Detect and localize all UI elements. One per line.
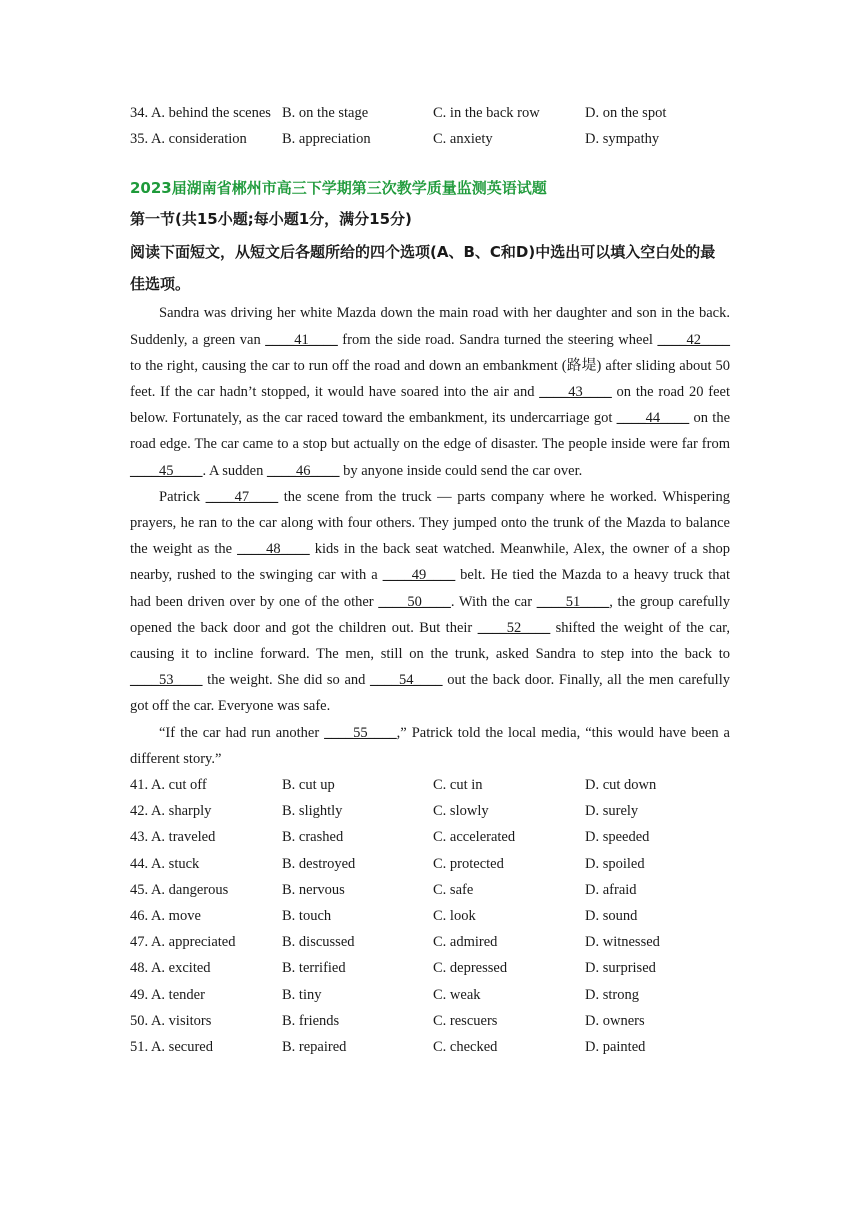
question-number: 49.	[130, 986, 149, 1003]
option-d: D. owners	[585, 1012, 645, 1029]
section-title: 第一节(共15小题;每小题1分，满分15分)	[130, 210, 412, 229]
option-c: C. safe	[433, 881, 474, 898]
option-row	[130, 1008, 730, 1034]
passage-paragraph: “If the car had run another ____55____,” Patrick told the local media, “this would have been a different story.”	[130, 720, 730, 772]
question-number: 50.	[130, 1012, 149, 1029]
option-a: A. sharply	[150, 803, 212, 820]
option-row	[130, 1034, 730, 1060]
option-b: B. tiny	[282, 986, 322, 1003]
question-number: 48.	[130, 960, 149, 977]
question-number: 34.	[130, 105, 149, 121]
option-a: A. tender	[150, 986, 205, 1003]
blank-47: ____47____	[205, 488, 279, 505]
blank-48: ____48____	[237, 541, 310, 558]
blank-45: ____45____	[130, 462, 203, 479]
answer-options-list	[130, 772, 730, 1060]
option-b: B. cut up	[282, 777, 335, 794]
question-number: 42.	[130, 803, 149, 820]
option-row	[130, 772, 730, 798]
blank-54: ____54____	[370, 672, 443, 689]
option-row	[130, 100, 730, 126]
question-number: 44.	[130, 855, 149, 872]
option-b: B. terrified	[282, 960, 346, 977]
option-c: C. accelerated	[433, 829, 516, 846]
question-number: 41.	[130, 777, 149, 794]
option-row	[130, 798, 730, 824]
option-d: D. surprised	[585, 960, 656, 977]
blank-43: ____43____	[539, 383, 612, 400]
passage-paragraph: Sandra was driving her white Mazda down the main road with her daughter and son in the back. Suddenly, a green van ____41____ from the side road. Sandra turned the steering wheel ____42____ to the right, causing the car to run off the road and down an embankment (路堤) after sliding about 50 feet. If the car hadn’t stopped, it would have soared into the air and ____43____ on the road 20 feet below. Fortunately, as the car raced toward the embankment, its undercarriage got ____44____ on the road edge. The car came to a stop but actually on the edge of disaster. The people inside were far from ____45____. A sudden ____46____ by anyone inside could send the car over.	[130, 300, 730, 483]
prev-options-list	[130, 100, 730, 152]
option-d: D. speeded	[585, 829, 650, 846]
blank-53: ____53____	[130, 672, 203, 689]
option-c: C. in the back row	[433, 105, 540, 121]
option-b: B. discussed	[282, 934, 355, 951]
blank-55: ____55____	[324, 724, 397, 741]
option-d: D. spoiled	[585, 855, 645, 872]
option-b: B. repaired	[282, 1038, 347, 1055]
question-number: 47.	[130, 934, 149, 951]
blank-50: ____50____	[378, 593, 451, 610]
option-a: A. excited	[150, 960, 211, 977]
option-a: A. stuck	[150, 855, 200, 872]
option-a: A. traveled	[150, 829, 216, 846]
option-c: C. protected	[433, 855, 504, 872]
option-d: D. painted	[585, 1038, 646, 1055]
question-number: 46.	[130, 907, 149, 924]
option-a: A. move	[150, 907, 201, 924]
option-a: A. behind the scenes	[150, 105, 271, 121]
blank-49: ____49____	[382, 567, 456, 584]
option-row	[130, 877, 730, 903]
option-c: C. admired	[433, 934, 498, 951]
blank-51: ____51____	[536, 593, 610, 610]
option-a: A. visitors	[150, 1012, 212, 1029]
option-a: A. dangerous	[150, 881, 229, 898]
option-row	[130, 851, 730, 877]
option-d: D. sympathy	[585, 131, 660, 148]
option-c: C. slowly	[433, 803, 489, 820]
option-a: A. appreciated	[150, 934, 236, 951]
option-b: B. destroyed	[282, 855, 356, 872]
question-number: 43.	[130, 829, 149, 846]
option-d: D. sound	[585, 907, 638, 924]
blank-41: ____41____	[265, 331, 338, 348]
option-d: D. witnessed	[585, 934, 660, 951]
option-b: B. appreciation	[282, 131, 371, 148]
option-c: C. depressed	[433, 960, 508, 977]
option-d: D. surely	[585, 803, 639, 820]
option-c: C. checked	[433, 1038, 498, 1055]
option-c: C. rescuers	[433, 1012, 498, 1029]
blank-46: ____46____	[266, 462, 340, 479]
passage-paragraph: Patrick ____47____ the scene from the truck — parts company where he worked. Whispering prayers, he ran to the car along with four others. They jumped onto the trunk of the Mazda to balance the weight as the ____48____ kids in the back seat watched. Meanwhile, Alex, the owner of a shop nearby, rushed to the swinging car with a ____49____ belt. He tied the Mazda to a heavy truck that had been driven over by one of the other ____50____. With the car ____51____, the group carefully opened the back door and got the children out. But their ____52____ shifted the weight of the car, causing it to incline forward. The men, still on the trunk, asked Sandra to step into the back to ____53____ the weight. She did so and ____54____ out the back door. Finally, all the men carefully got off the car. Everyone was safe.	[130, 484, 730, 720]
option-d: D. strong	[585, 986, 639, 1003]
option-d: D. on the spot	[585, 105, 667, 121]
option-b: B. touch	[282, 907, 332, 924]
option-row	[130, 903, 730, 929]
reading-passage	[130, 300, 730, 772]
blank-42: ____42____	[657, 331, 730, 348]
option-c: C. anxiety	[433, 131, 493, 148]
question-number: 51.	[130, 1038, 149, 1055]
instructions: 阅读下面短文，从短文后各题所给的四个选项(A、B、C和D)中选出可以填入空白处的最佳选项。	[130, 243, 716, 294]
exam-title: 2023届湖南省郴州市高三下学期第三次教学质量监测英语试题	[130, 179, 547, 198]
option-row	[130, 824, 730, 850]
option-c: C. cut in	[433, 777, 483, 794]
option-a: A. cut off	[150, 777, 207, 794]
option-b: B. on the stage	[282, 105, 369, 121]
blank-44: ____44____	[616, 410, 690, 427]
option-a: A. secured	[150, 1038, 213, 1055]
document-content	[130, 100, 730, 1060]
option-c: C. look	[433, 907, 476, 924]
option-row	[130, 955, 730, 981]
option-b: B. crashed	[282, 829, 344, 846]
option-b: B. friends	[282, 1012, 340, 1029]
question-number: 45.	[130, 881, 149, 898]
option-a: A. consideration	[150, 131, 247, 148]
option-b: B. nervous	[282, 881, 345, 898]
option-row	[130, 126, 730, 152]
option-row	[130, 982, 730, 1008]
option-b: B. slightly	[282, 803, 343, 820]
blank-52: ____52____	[477, 619, 551, 636]
option-c: C. weak	[433, 986, 481, 1003]
option-d: D. cut down	[585, 777, 657, 794]
option-d: D. afraid	[585, 881, 637, 898]
question-number: 35.	[130, 131, 149, 148]
option-row	[130, 929, 730, 955]
